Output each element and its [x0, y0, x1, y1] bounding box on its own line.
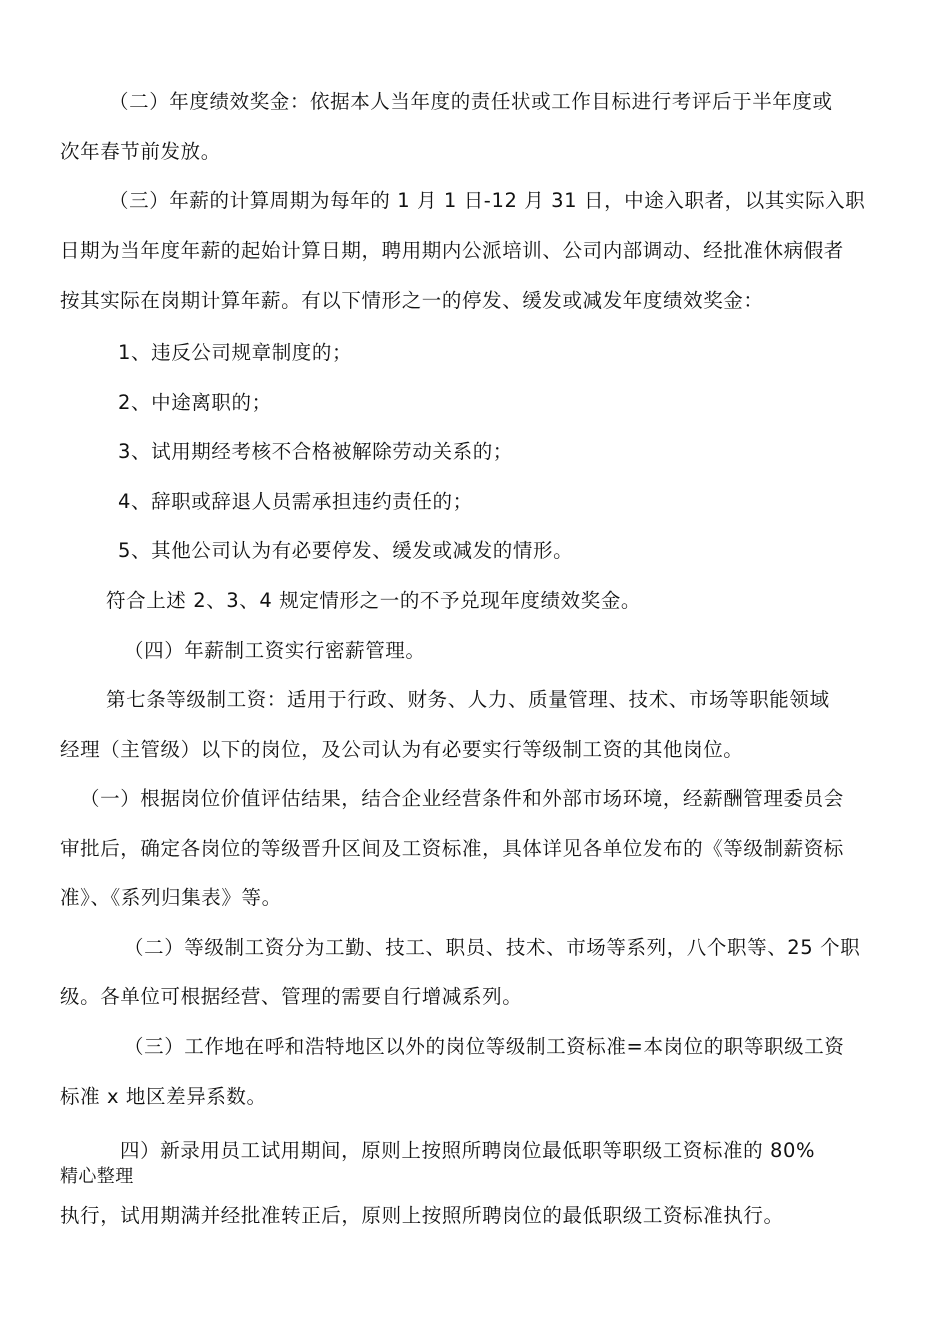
paragraph-line: 日期为当年度年薪的起始计算日期，聘用期内公派培训、公司内部调动、经批准休病假者	[60, 239, 844, 262]
article-heading-line: 第七条等级制工资：适用于行政、财务、人力、质量管理、技术、市场等职能领域	[106, 688, 830, 711]
list-item: 4、辞职或辞退人员需承担违约责任的；	[118, 490, 473, 513]
paragraph-line: 审批后，确定各岗位的等级晋升区间及工资标准，具体详见各单位发布的《等级制薪资标	[60, 837, 844, 860]
list-item: 1、违反公司规章制度的；	[118, 341, 353, 364]
paragraph-line: 符合上述 2、3、4 规定情形之一的不予兑现年度绩效奖金。	[106, 589, 642, 612]
paragraph-line: （四）年薪制工资实行密薪管理。	[124, 639, 426, 662]
paragraph-line: （二）等级制工资分为工勤、技工、职员、技术、市场等系列，八个职等、25 个职	[124, 936, 861, 959]
paragraph-line: 执行，试用期满并经批准转正后，原则上按照所聘岗位的最低职级工资标准执行。	[60, 1204, 784, 1227]
paragraph-line: 经理（主管级）以下的岗位，及公司认为有必要实行等级制工资的其他岗位。	[60, 738, 744, 761]
paragraph-line: 准》、《系列归集表》等。	[60, 886, 282, 909]
overlay-note: 精心整理	[60, 1166, 134, 1187]
paragraph-line: （二）年度绩效奖金：依据本人当年度的责任状或工作目标进行考评后于半年度或	[109, 90, 833, 113]
paragraph-line: 级。各单位可根据经营、管理的需要自行增减系列。	[60, 985, 523, 1008]
list-item: 3、试用期经考核不合格被解除劳动关系的；	[118, 440, 513, 463]
paragraph-line: 标准 x 地区差异系数。	[60, 1085, 267, 1108]
paragraph-line: 按其实际在岗期计算年薪。有以下情形之一的停发、缓发或减发年度绩效奖金：	[60, 289, 764, 312]
paragraph-line: （三）工作地在呼和浩特地区以外的岗位等级制工资标准=本岗位的职等职级工资	[124, 1035, 845, 1058]
paragraph-line: （一）根据岗位价值评估结果，结合企业经营条件和外部市场环境，经薪酬管理委员会	[80, 787, 844, 810]
list-item: 5、其他公司认为有必要停发、缓发或减发的情形。	[118, 539, 574, 562]
paragraph-line: 次年春节前发放。	[60, 140, 221, 163]
paragraph-line: （三）年薪的计算周期为每年的 1 月 1 日-12 月 31 日，中途入职者，以其实际入职	[109, 189, 866, 212]
paragraph-line: 四）新录用员工试用期间，原则上按照所聘岗位最低职等职级工资标准的 80%	[120, 1139, 816, 1162]
list-item: 2、中途离职的；	[118, 391, 272, 414]
